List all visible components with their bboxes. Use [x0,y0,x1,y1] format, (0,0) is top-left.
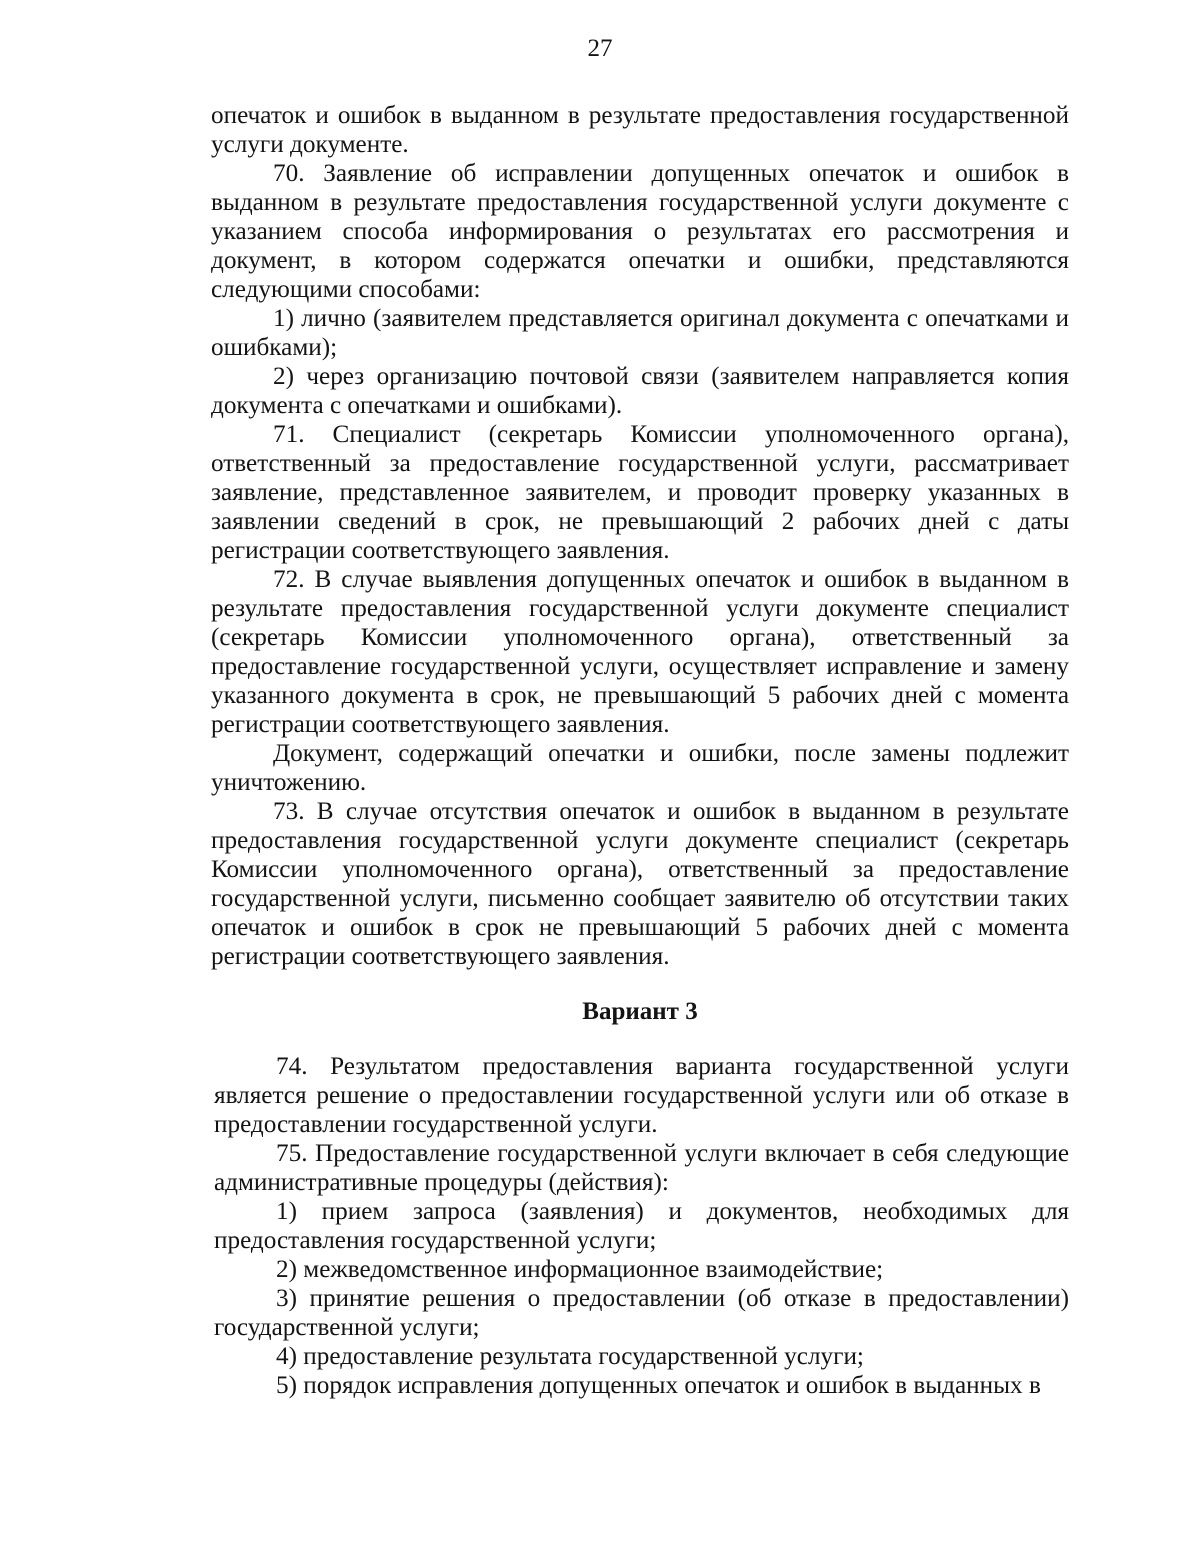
section-heading: Вариант 3 [582,998,698,1025]
list-item-75-5: 5) порядок исправления допущенных опечаток и ошибок в выданных в [276,1372,1041,1399]
list-item-70-1: 1) лично (заявителем представляется оригинал документа с опечатками и ошибками); [211,305,1069,361]
paragraph-72-note: Документ, содержащий опечатки и ошибки, после замены подлежит уничтожению. [211,740,1069,796]
list-item-75-1: 1) прием запроса (заявления) и документов, необходимых для предоставления государственной услуги; [214,1198,1069,1254]
paragraph-71: 71. Специалист (секретарь Комиссии уполномоченного органа), ответственный за предоставление государственной услуги, рассматривает заявление, представленное заявителем, и проводит проверку указанных в заявлении сведений в срок, не превышающий 2 рабочих дней с даты регистрации соответствующего заявления. [211,421,1069,564]
paragraph-73: 73. В случае отсутствия опечаток и ошибок в выданном в результате предоставления государственной услуги документе специалист (секретарь Комиссии уполномоченного органа), ответственный за предоставление государственной услуги, письменно сообщает заявителю об отсутствии таких опечаток и ошибок в срок не превышающий 5 рабочих дней с момента регистрации соответствующего заявления. [211,798,1069,970]
paragraph-72: 72. В случае выявления допущенных опечаток и ошибок в выданном в результате предоставления государственной услуги документе специалист (секретарь Комиссии уполномоченного органа), ответственный за предоставление государственной услуги, осуществляет исправление и замену указанного документа в срок, не превышающий 5 рабочих дней с момента регистрации соответствующего заявления. [211,566,1069,738]
document-body [211,101,1069,1400]
section-body [211,1052,1069,1400]
list-item-70-2: 2) через организацию почтовой связи (заявителем направляется копия документа с опечатками и ошибками). [211,363,1069,419]
paragraph-75: 75. Предоставление государственной услуги включает в себя следующие административные процедуры (действия): [214,1140,1069,1196]
paragraph-70: 70. Заявление об исправлении допущенных опечаток и ошибок в выданном в результате предоставления государственной услуги документе с указанием способа информирования о результатах его рассмотрения и документ, в котором содержатся опечатки и ошибки, представляются следующими способами: [211,160,1069,303]
list-item-75-4: 4) предоставление результата государственной услуги; [276,1343,864,1370]
list-item-75-2: 2) межведомственное информационное взаимодействие; [276,1256,884,1283]
list-item-75-3: 3) принятие решения о предоставлении (об отказе в предоставлении) государственной услуги; [214,1285,1069,1341]
paragraph-continuation: опечаток и ошибок в выданном в результате предоставления государственной услуги документе. [211,102,1069,158]
page-number: 27 [587,35,613,62]
paragraph-74: 74. Результатом предоставления варианта государственной услуги является решение о предоставлении государственной услуги или об отказе в предоставлении государственной услуги. [214,1053,1069,1138]
